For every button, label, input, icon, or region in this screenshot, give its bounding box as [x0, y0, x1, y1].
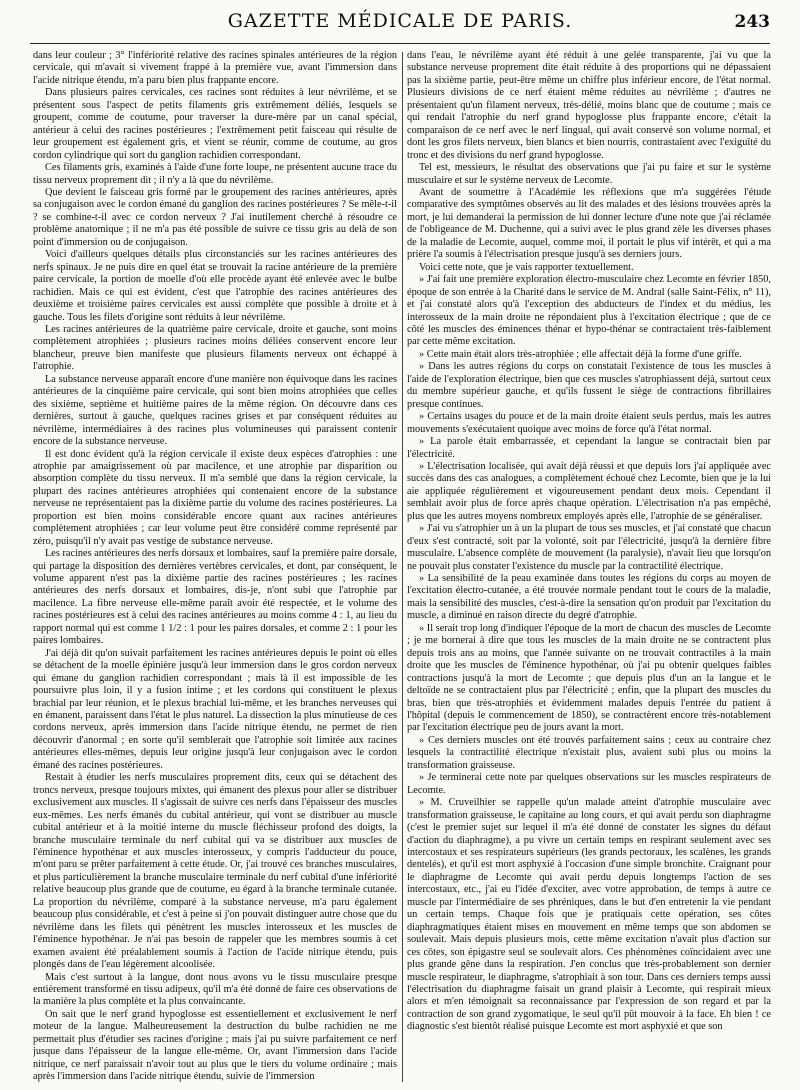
paragraph: » M. Cruveilhier se rappelle qu'un malade atteint d'atrophie musculaire avec transformation graisseuse, le capitaine au long cours, et qui avait perdu son diaphragme (c'est le premier sujet sur lequel il m'a été donné de constater les signes du défaut d'action du diaphragme), a pu vivre un certain temps en respirant seulement avec ses intercostaux et ses respirateurs supérieurs (les grands pectoraux, les scalènes, les grands dentelés), et qu'il est mort asphyxié à l'occasion d'une simple bronchite. Craignant pour le diaphragme de Lecomte qui avait perdu depuis longtemps l'action de ses intercostaux, etc., j'ai eu l'idée d'exciter, avec votre approbation, de temps à autre ce muscle par l'intermédiaire de ses phréniques, dans le but d'en entretenir la vie pendant un certain temps. Chaque fois que je pratiquais cette opération, ses côtes diaphragmatiques étaient mises en mouvement en même temps que son abdomen se soulevait. Mais depuis plusieurs mois, cette même excitation n'avait plus d'action sur ces côtes, son épigastre seul se soulevait alors. Ces phénomènes coïncidaient avec une plus grande gêne dans la respiration. J'en conclus que très-probablement son dernier muscle respirateur, le diaphragme, s'atrophiait à son tour. Dans ces derniers temps aussi l'électrisation du diaphragme faisait un grand plaisir à Lecomte, qui respirait mieux alors et m'en témoignait sa reconnaissance par l'expression de son regard et par la contraction de son grand zygomatique, le seul qu'il pût mouvoir à la face. Eh bien ! ce diagnostic s'est bientôt réalisé puisque Lecomte est mort asphyxié et que son — [407, 797, 771, 1033]
paragraph: » J'ai fait une première exploration électro-musculaire chez Lecomte en février 1850, époque de son entrée à la Charité dans le service de M. Andral (salle Saint-Félix, n° 11), et j'ai constaté alors qu'à l'exception des abducteurs de l'index et du médius, les interosseux de la main droite ne répondaient plus à l'excitation électrique ; que de ce côté les muscles des éminences thénar et hypo-thénar se contractaient très-faiblement par cette même excitation. — [407, 274, 771, 348]
paragraph: » Il serait trop long d'indiquer l'époque de la mort de chacun des muscles de Lecomte ; je me bornerai à dire que tous les muscles de la main droite ne se contractent plus depuis trois ans au moins, que l'année suivante on ne trouvait contractiles à la main droite que les muscles de l'éminence hypothénar, où j'ai pu obtenir quelques faibles contractions jusqu'à la mort de Lecomte ; que depuis plus d'un an la langue et le deltoïde ne se contractaient plus par l'électricité ; enfin, que la plupart des muscles du bras, bien que très-atrophiés et évidemment malades depuis l'entrée du patient à l'hôpital (depuis le commencement de 1850), se contractèrent encore très-notablement par l'excitation électrique peu de jours avant la mort. — [407, 622, 771, 734]
paragraph: » J'ai vu s'atrophier un à un la plupart de tous ses muscles, et j'ai constaté que chacun d'eux s'est contracté, soit par la volonté, soit par l'électricité, jusqu'à la dernière fibre musculaire. L'absence complète de mouvement (la paralysie), n'avait lieu que lorsqu'on ne pouvait plus constater l'existence du muscle par la contractilité électrique. — [407, 523, 771, 572]
paragraph: Mais c'est surtout à la langue, dont nous avons vu le tissu musculaire presque entièrement transformé en tissu adipeux, qu'il m'a été donné de faire ces observations de la manière la plus complète et la plus convaincante. — [33, 971, 397, 1008]
paragraph: » Dans les autres régions du corps on constatait l'existence de tous les muscles à l'aide de l'exploration électrique, bien que ces muscles s'atrophiassent déjà, surtout ceux du membre supérieur gauche, et qu'ils fussent le siège de contractions fibrillaires presque continues. — [407, 361, 771, 410]
page-header — [30, 10, 770, 48]
paragraph: dans leur couleur ; 3° l'infériorité relative des racines spinales antérieures de la région cervicale, qui m'avait si vivement frappé à la première vue, avant l'immersion dans l'acide nitrique étendu, m'a paru bien plus frappante encore. — [33, 50, 397, 86]
paragraph: La substance nerveuse apparaît encore d'une manière non équivoque dans les racines antérieures de la cinquième paire cervicale, qui sont bien moins atrophiées que celles des sixième, septième et huitième paires de la même région. On découvre dans ces dernières, surtout à gauche, quelques racines grises et par conséquent réduites au névrilème, intermédiaires à des racines plus volumineuses qui paraissent contenir encore de la substance nerveuse. — [33, 373, 397, 448]
paragraph: Dans plusieurs paires cervicales, ces racines sont réduites à leur névrilème, et se présentent sous l'aspect de petits filaments gris extrêmement déliés, lesquels se groupent, comme de coutume, pour traverser la dure-mère par un canal spécial, antérieur à celui des racines postérieures ; l'extrêmement petit faisceau qui résulte de leur groupement est également gris, et vient se réunir, comme de coutume, au gros cordon cylindrique qui sort du ganglion rachidien correspondant. — [33, 87, 397, 161]
page-number: 243 — [734, 12, 770, 32]
column-divider — [402, 52, 403, 1082]
paragraph: J'ai déjà dit qu'on suivait parfaitement les racines antérieures depuis le point où elles se détachent de la moelle épinière jusqu'à leur immersion dans le gros cordon nerveux qui émane du ganglion rachidien correspondant ; mais là il est impossible de les poursuivre plus loin, il y a fusion intime ; et les cordons qui constituent le plexus brachial par leur réunion, et le plexus brachial lui-même, et les branches nerveuses qui en émanent, paraissent dans l'état le plus naturel. La dissection la plus minutieuse de ces cordons nerveux, après immersion dans l'acide nitrique étendu, ne permet de rien découvrir d'anormal ; en sorte qu'il semblerait que l'atrophie soit limitée aux racines antérieures elles-mêmes, depuis leur origine jusqu'à leur conjugaison avec le cordon émané des racines postérieures. — [33, 647, 397, 771]
paragraph: Restait à étudier les nerfs musculaires proprement dits, ceux qui se détachent des troncs nerveux, presque toujours mixtes, qui émanent des plexus pour aller se distribuer exclusivement aux muscles. Il s'agissait de suivre ces nerfs dans l'épaisseur des muscles eux-mêmes. Les nerfs émanés du cubital antérieur, qui vont se distribuer au muscle cubital antérieur et à la moitié interne du muscle fléchisseur profond des doigts, la branche musculaire terminale du nerf cubital qui va se distribuer aux muscles de l'éminence hypothénar et aux muscles interosseux, y compris l'adducteur du pouce, m'ont paru se prêter parfaitement à cette étude. Or, j'ai trouvé ces branches musculaires, et plus particulièrement la branche musculaire terminale du nerf cubital d'une infériorité relative beaucoup plus grande que de coutume, eu égard à la branche terminale cutanée. La proportion du névrilème, comparé à la substance nerveuse, m'a paru également beaucoup plus considérable, et c'est à peine si j'on pouvait distinguer autre chose que du névrilème dans les filets qui pénètrent les muscles interosseux et les muscles de l'éminence hypothénar. Je n'ai pas besoin de rappeler que les membres soumis à cet examen avaient été préalablement soumis à l'action de l'acide nitrique étendu, puis plongés dans de l'eau légèrement alcoolisée. — [33, 772, 397, 971]
paragraph: » Cette main était alors très-atrophiée ; elle affectait déjà la forme d'une griffe. — [419, 348, 742, 360]
paragraph: Avant de soumettre à l'Académie les réflexions que m'a suggérées l'étude comparative des symptômes observés au lit des malades et des lésions trouvées après la mort, je lui demanderai la permission de lui donner lecture d'une note que j'ai réclamée de l'obligeance de M. Duchenne, qui a suivi avec le plus grand zèle les diverses phases de la maladie de Lecomte, auquel, comme moi, il portait le plus vif intérêt, et qui a ma prière l'a soumis à l'électrisation presque jusqu'à ses derniers jours. — [407, 186, 771, 261]
left-column — [33, 50, 397, 1086]
paragraph: » La sensibilité de la peau examinée dans toutes les régions du corps au moyen de l'excitation électro-cutanée, a été trouvée normale pendant tout le cours de la maladie, mais la sensibilité des muscles, c'est-à-dire la sensation qu'on produit par l'excitation du muscle, a diminué en raison directe du degré d'atrophie. — [407, 573, 771, 622]
paragraph: Il est donc évident qu'à la région cervicale il existe deux espèces d'atrophies : une atrophie par amaigrissement où par macilence, et une atrophie par disparition ou absorption complète du tissu nerveux. Il m'a semblé que dans la région cervicale, la plupart des racines antérieures atrophiées qui contenaient encore de la substance nerveuse ne représentaient pas la dixième partie du volume des racines postérieures. La proportion est bien moins considérable encore quant aux racines antérieures complètement atrophiées ; car leur volume peut être considéré comme représenté par zéro, puisqu'il n'y avait pas vestige de substance nerveuse. — [33, 448, 397, 547]
paragraph: Les racines antérieures des nerfs dorsaux et lombaires, sauf la première paire dorsale, qui partage la disposition des dernières vertèbres cervicales, et dont, par conséquent, le volume apparent n'est pas la dixième partie des racines postérieures ; les racines antérieures des nerfs dorsaux et lombaires, dis-je, n'ont subi que l'atrophie par macilence. La fibre nerveuse elle-même paraît avoir été respectée, et le volume des racines postérieures est à celui des racines antérieures au moins comme 4 : 1, au lieu du rapport normal qui est comme 1 1/2 : 1 pour les paires dorsales, et comme 2 : 1 pour les paires lombaires. — [33, 548, 397, 647]
paragraph: Que devient le faisceau gris formé par le groupement des racines antérieures, après sa conjugaison avec le cordon émané du ganglion des racines postérieures ? Se mêle-t-il ? se combine-t-il avec ce cordon nerveux ? J'ai inutilement cherché à résoudre ce problème anatomique ; il ne m'a pas été possible de suivre ce tissu gris au delà de son point d'immersion ou de conjugaison. — [33, 186, 397, 248]
paragraph: » Je terminerai cette note par quelques observations sur les muscles respirateurs de Lecomte. — [407, 772, 771, 796]
paragraph: dans l'eau, le névrilème ayant été réduit à une gelée transparente, j'ai vu que la substance nerveuse proprement dite était réduite à des proportions qui ne dépassaient pas la sixième partie, peut-être même un chiffre plus inférieur encore, de l'état normal. Plusieurs divisions de ce nerf étaient même réduites au névrilème ; d'autres ne présentaient qu'un filament nerveux, très-délié, moins blanc que de coutume ; mais ce qui rendait l'atrophie du nerf grand hypoglosse plus frappante encore, c'était la comparaison de ce nerf avec le nerf lingual, qui avait conservé son volume normal, et dont les gros filets nerveux, bien blancs et bien nourris, contrastaient avec l'exiguïté du tronc et des divisions du nerf grand hypoglosse. — [407, 50, 771, 161]
paragraph: » Ces derniers muscles ont été trouvés parfaitement sains ; ceux au contraire chez lesquels la contractilité électrique n'existait plus, avaient subi plus ou moins la transformation graisseuse. — [407, 734, 771, 771]
paragraph: On sait que le nerf grand hypoglosse est essentiellement et exclusivement le nerf moteur de la langue. Malheureusement la destruction du bulbe rachidien ne me permettait plus d'étudier ses racines d'origine ; mais j'ai pu suivre parfaitement ce nerf jusque dans l'épaisseur de la langue elle-même. Or, avant l'immersion dans l'acide nitrique, ce nerf paraissait n'avoir tout au plus que le tiers du volume ordinaire ; mais après l'immersion dans l'acide nitrique étendu, suivie de l'immersion — [33, 1008, 397, 1083]
paragraph: Voici d'ailleurs quelques détails plus circonstanciés sur les racines antérieures des nerfs spinaux. Je ne puis dire en quel état se trouvait la racine antérieure de la première paire cervicale, la portion de moelle d'où elle procède ayant été enlevée avec le bulbe rachidien. Mais ce qui est évident, c'est que l'atrophie des racines antérieures des deuxième et troisième paires cervicales est aussi complète que possible à droite et à gauche. Tous les filets d'origine sont réduits à leur névrilème. — [33, 249, 397, 323]
right-column — [407, 50, 771, 1086]
paragraph: Voici cette note, que je vais rapporter textuellement. — [419, 261, 634, 273]
paragraph: Tel est, messieurs, le résultat des observations que j'ai pu faire et sur le système musculaire et sur le système nerveux de Lecomte. — [407, 162, 771, 186]
paragraph: » Certains usages du pouce et de la main droite étaient seuls perdus, mais les autres mouvements s'exécutaient quoique avec moins de force qu'à l'état normal. — [407, 411, 771, 435]
paragraph: Les racines antérieures de la quatrième paire cervicale, droite et gauche, sont moins complètement atrophiées ; plusieurs racines moins déliées conservent encore leur blancheur, preuve bien manifeste que plusieurs filaments nerveux ont échappé à l'atrophie. — [33, 323, 397, 373]
paragraph: » L'électrisation localisée, qui avait déjà réussi et que depuis lors j'ai appliquée avec succès dans des cas analogues, a complètement échoué chez Lecomte, bien que je la lui aie appliquée régulièrement et vigoureusement pendant deux mois. Cependant il semblait avoir plus de force après chaque opération. L'électrisation n'a pas empêché, plus que les autres moyens nombreux employés après elle, l'atrophie de se généraliser. — [407, 460, 771, 522]
paragraph: Ces filaments gris, examinés à l'aide d'une forte loupe, ne présentent aucune trace du tissu nerveux proprement dit ; il n'y a là que du névrilème. — [33, 162, 397, 186]
running-title: GAZETTE MÉDICALE DE PARIS. — [227, 10, 573, 32]
header-rule — [30, 43, 770, 44]
paragraph: » La parole était embarrassée, et cependant la langue se contractait bien par l'électricité. — [407, 436, 771, 460]
